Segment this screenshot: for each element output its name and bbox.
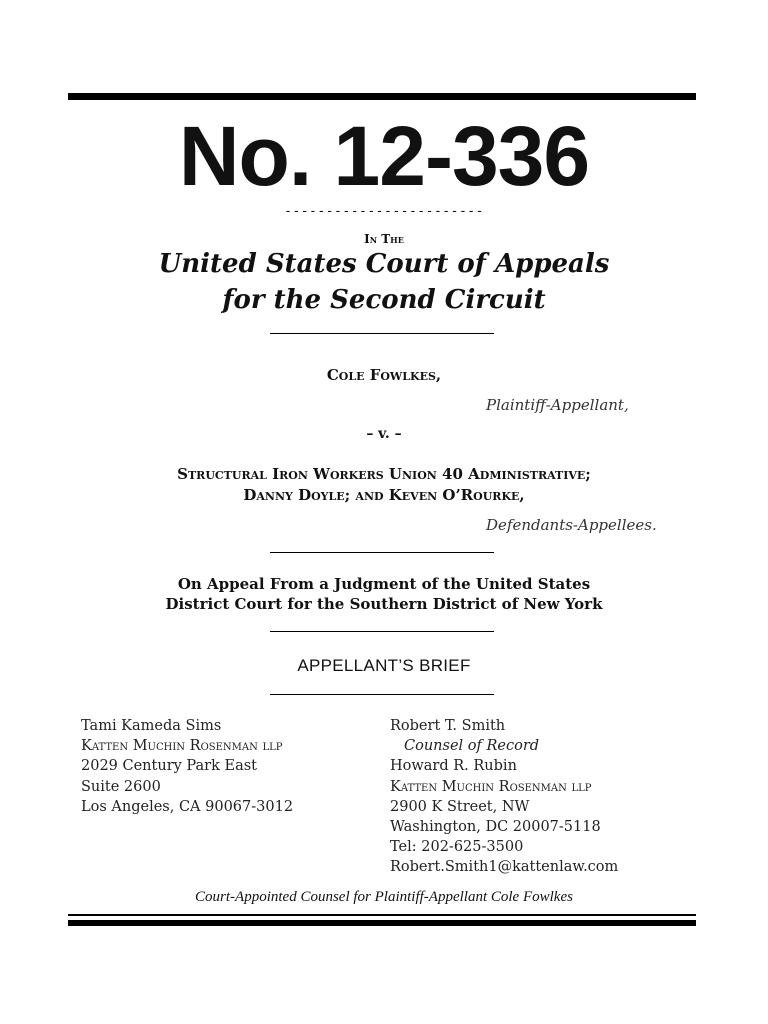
appellees-line2: Danny Doyle; and Keven O’Rourke,: [243, 486, 525, 504]
court-prefix: In The: [364, 232, 404, 246]
counsel-name: Tami Kameda Sims: [81, 718, 222, 734]
court-name-line1: United States Court of Appeals: [158, 249, 610, 279]
appeal-line2: District Court for the Southern District of New York: [165, 595, 603, 613]
address-suite: Suite 2600: [81, 778, 161, 795]
counsel-of-record-label: Counsel of Record: [404, 738, 540, 755]
dashed-separator: ------------------------: [284, 204, 484, 219]
versus: – v. –: [366, 426, 402, 442]
telephone: Tel: 202-625-3500: [390, 839, 524, 856]
bottom-rule-thin: [68, 914, 696, 916]
docket-number: No. 12-336: [178, 109, 590, 203]
address-city: Los Angeles, CA 90067-3012: [81, 798, 294, 815]
email-address: Robert.Smith1@kattenlaw.com: [390, 859, 619, 876]
address-street: 2900 K Street, NW: [390, 798, 530, 815]
appeal-line1: On Appeal From a Judgment of the United States: [177, 575, 591, 593]
footer-note: Court-Appointed Counsel for Plaintiff-Appellant Cole Fowlkes: [195, 889, 573, 905]
bottom-rule-thick: [68, 920, 696, 926]
address-street: 2029 Century Park East: [81, 758, 257, 775]
brief-title: APPELLANT’S BRIEF: [297, 656, 471, 675]
appellant-name: Cole Fowlkes,: [326, 366, 442, 384]
appellees-role: Defendants-Appellees.: [486, 516, 657, 534]
counsel-name: Robert T. Smith: [390, 718, 506, 734]
divider-4: [270, 694, 494, 695]
court-name-line2: for the Second Circuit: [222, 285, 546, 315]
counsel-left-block: [81, 716, 293, 817]
appellees-line1: Structural Iron Workers Union 40 Administrative;: [177, 465, 591, 483]
law-firm-name: Katten Muchin Rosenman llp: [390, 778, 592, 795]
divider-2: [270, 552, 494, 553]
address-city: Washington, DC 20007-5118: [390, 818, 601, 835]
counsel-right-block: [390, 716, 618, 878]
divider-3: [270, 631, 494, 632]
law-firm-name: Katten Muchin Rosenman llp: [81, 738, 283, 755]
divider-1: [270, 333, 494, 334]
counsel-name-2: Howard R. Rubin: [390, 758, 517, 775]
top-rule: [68, 93, 696, 100]
appellant-role: Plaintiff-Appellant,: [486, 396, 629, 414]
